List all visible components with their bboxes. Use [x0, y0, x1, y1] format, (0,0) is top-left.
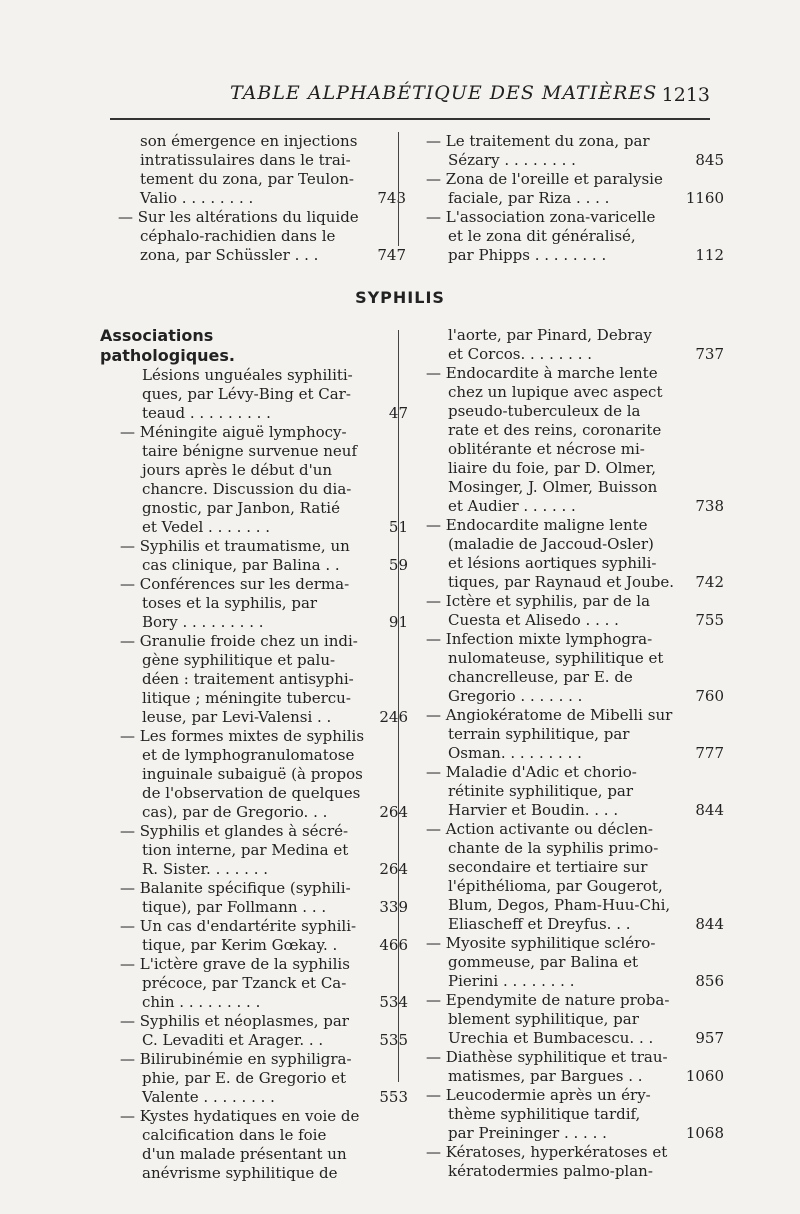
page-reference: 1160: [685, 189, 724, 207]
index-entry: [426, 1048, 724, 1086]
entry-line: Cuesta et Alisedo . . . . 755: [448, 611, 724, 629]
index-entry: [120, 575, 408, 632]
entry-line: zona, par Schüssler . . . 747: [140, 246, 406, 264]
entry-line: pseudo-tuberculeux de la: [448, 402, 641, 420]
entry-line: chez un lupique avec aspect: [448, 383, 663, 401]
entry-line: — Balanite spécifique (syphili-: [120, 879, 351, 897]
page-reference: 957: [695, 1029, 724, 1047]
entry-line: Valio . . . . . . . . 743: [140, 189, 406, 207]
page-reference: 91: [388, 613, 408, 631]
entry-line: chante de la syphilis primo-: [448, 839, 659, 857]
entry-line: nulomateuse, syphilitique et: [448, 649, 664, 667]
entry-line: phie, par E. de Gregorio et: [142, 1069, 347, 1087]
index-entry: [118, 208, 406, 265]
index-entry: [426, 364, 724, 516]
entry-line: — Myosite syphilitique scléro-: [426, 934, 656, 952]
page-reference: 246: [379, 708, 408, 726]
index-entry: [426, 170, 724, 208]
entry-line: Osman. . . . . . . . . 777: [448, 744, 724, 762]
index-entry: [426, 1143, 668, 1181]
entry-line: rate et des reins, coronarite: [448, 421, 662, 439]
entry-line: blement syphilitique, par: [448, 1010, 639, 1028]
index-entry: [120, 955, 408, 1012]
entry-line: — Sur les altérations du liquide: [118, 208, 359, 226]
entry-line: — Kystes hydatiques en voie de: [120, 1107, 360, 1125]
page-reference: 844: [695, 915, 724, 933]
entry-line: Eliascheff et Dreyfus. . . 844: [448, 915, 724, 933]
index-entry: [426, 326, 724, 364]
entry-line: chancre. Discussion du dia-: [142, 480, 352, 498]
entry-line: teaud . . . . . . . . . 47: [142, 404, 408, 422]
entry-line: — Bilirubinémie en syphiligra-: [120, 1050, 352, 1068]
page-reference: 777: [695, 744, 724, 762]
page-reference: 466: [379, 936, 408, 954]
entry-line: Lésions unguéales syphiliti-: [142, 366, 353, 384]
entry-line: Sézary . . . . . . . . 845: [448, 151, 724, 169]
entry-line: et de lymphogranulomatose: [142, 746, 355, 764]
entry-line: — Zona de l'oreille et paralysie: [426, 170, 663, 188]
page-reference: 264: [379, 860, 408, 878]
entry-line: Pierini . . . . . . . . 856: [448, 972, 724, 990]
subheading: Associations pathologiques.: [100, 326, 235, 365]
entry-line: par Preininger . . . . . 1068: [448, 1124, 724, 1142]
index-entry: [120, 423, 408, 537]
entry-line: gommeuse, par Balina et: [448, 953, 639, 971]
entry-line: secondaire et tertiaire sur: [448, 858, 648, 876]
entry-line: — Action activante ou déclen-: [426, 820, 653, 838]
entry-line: — Granulie froide chez un indi-: [120, 632, 358, 650]
entry-line: — L'ictère grave de la syphilis: [120, 955, 350, 973]
entry-line: tement du zona, par Teulon-: [140, 170, 354, 188]
index-entry: [426, 516, 724, 592]
entry-line: céphalo-rachidien dans le: [140, 227, 336, 245]
entry-line: cas), par de Gregorio. . . 264: [142, 803, 408, 821]
entry-line: leuse, par Levi-Valensi . . 246: [142, 708, 408, 726]
page-reference: 51: [388, 518, 408, 536]
entry-line: — Maladie d'Adic et chorio-: [426, 763, 637, 781]
entry-line: jours après le début d'un: [142, 461, 333, 479]
entry-line: — Kératoses, hyperkératoses et: [426, 1143, 668, 1161]
index-entry: [120, 1050, 408, 1107]
page-reference: 264: [379, 803, 408, 821]
page-reference: 743: [377, 189, 406, 207]
section-title: SYPHILIS: [355, 288, 445, 307]
entry-line: par Phipps . . . . . . . . 112: [448, 246, 724, 264]
page-reference: 1060: [685, 1067, 724, 1085]
entry-line: déen : traitement antisyphi-: [142, 670, 354, 688]
entry-line: et Vedel . . . . . . . 51: [142, 518, 408, 536]
index-entry: [426, 1086, 724, 1143]
page-reference: 845: [695, 151, 724, 169]
entry-line: — Ependymite de nature proba-: [426, 991, 670, 1009]
entry-line: — L'association zona-varicelle: [426, 208, 656, 226]
entry-line: tique, par Kerim Gœkay. . 466: [142, 936, 408, 954]
index-entry: [426, 592, 724, 630]
entry-line: son émergence en injections: [140, 132, 358, 150]
entry-line: ques, par Lévy-Bing et Car-: [142, 385, 351, 403]
index-entry: [120, 537, 408, 575]
entry-line: C. Levaditi et Arager. . . 535: [142, 1031, 408, 1049]
entry-line: — Infection mixte lymphogra-: [426, 630, 653, 648]
page-reference: 534: [379, 993, 408, 1011]
entry-line: tiques, par Raynaud et Joube. 742: [448, 573, 724, 591]
index-entry: [426, 934, 724, 991]
entry-line: Urechia et Bumbacescu. . . 957: [448, 1029, 724, 1047]
entry-line: et Audier . . . . . . 738: [448, 497, 724, 515]
page-reference: 856: [695, 972, 724, 990]
index-entry: [120, 917, 408, 955]
entry-line: — Angiokératome de Mibelli sur: [426, 706, 673, 724]
index-entry: [120, 1012, 408, 1050]
entry-line: — Leucodermie après un éry-: [426, 1086, 651, 1104]
entry-line: cas clinique, par Balina . . 59: [142, 556, 408, 574]
entry-line: et Corcos. . . . . . . . 737: [448, 345, 724, 363]
entry-line: — Les formes mixtes de syphilis: [120, 727, 365, 745]
page-reference: 760: [695, 687, 724, 705]
page-number: 1213: [661, 84, 710, 106]
entry-line: — Diathèse syphilitique et trau-: [426, 1048, 668, 1066]
page-header: [110, 82, 710, 118]
entry-line: litique ; méningite tubercu-: [142, 689, 351, 707]
page-reference: 737: [695, 345, 724, 363]
entry-line: Valente . . . . . . . . 553: [142, 1088, 408, 1106]
left-column: [100, 326, 408, 1183]
header-rule: [110, 118, 710, 120]
entry-line: — Méningite aiguë lymphocy-: [120, 423, 347, 441]
entry-line: R. Sister. . . . . . . 264: [142, 860, 408, 878]
index-entry: [426, 706, 724, 763]
entry-line: — Conférences sur les derma-: [120, 575, 350, 593]
page-reference: 742: [695, 573, 724, 591]
index-entry: [120, 366, 408, 423]
entry-line: matismes, par Bargues . . 1060: [448, 1067, 724, 1085]
page-reference: 1068: [685, 1124, 724, 1142]
entry-line: précoce, par Tzanck et Ca-: [142, 974, 347, 992]
entry-line: oblitérante et nécrose mi-: [448, 440, 645, 458]
entry-line: gène syphilitique et palu-: [142, 651, 336, 669]
top-column-divider: [398, 132, 399, 246]
page-reference: 738: [695, 497, 724, 515]
page-reference: 844: [695, 801, 724, 819]
entry-line: chin . . . . . . . . . 534: [142, 993, 408, 1011]
entry-line: rétinite syphilitique, par: [448, 782, 634, 800]
entry-line: taire bénigne survenue neuf: [142, 442, 358, 460]
main-column-divider: [398, 330, 399, 1082]
index-entry: [118, 132, 406, 208]
entry-line: de l'observation de quelques: [142, 784, 361, 802]
index-entry: [120, 632, 408, 727]
entry-line: Gregorio . . . . . . . 760: [448, 687, 724, 705]
page-reference: 755: [695, 611, 724, 629]
entry-line: Harvier et Boudin. . . . 844: [448, 801, 724, 819]
entry-line: tion interne, par Medina et: [142, 841, 349, 859]
entry-line: intratissulaires dans le trai-: [140, 151, 351, 169]
index-entry: [426, 763, 724, 820]
page-reference: 553: [379, 1088, 408, 1106]
entry-line: — Syphilis et glandes à sécré-: [120, 822, 349, 840]
index-entry: [426, 132, 724, 170]
entry-line: — Endocardite maligne lente: [426, 516, 648, 534]
page-reference: 339: [379, 898, 408, 916]
page-reference: 59: [388, 556, 408, 574]
page-reference: 112: [695, 246, 724, 264]
index-entry: [120, 879, 408, 917]
entry-line: kératodermies palmo-plan-: [448, 1162, 653, 1180]
entry-line: — Syphilis et néoplasmes, par: [120, 1012, 349, 1030]
index-entry: [426, 208, 724, 265]
page-reference: 535: [379, 1031, 408, 1049]
entry-line: thème syphilitique tardif,: [448, 1105, 641, 1123]
entry-line: — Un cas d'endartérite syphili-: [120, 917, 357, 935]
index-entry: [426, 820, 724, 934]
entry-line: et lésions aortiques syphili-: [448, 554, 657, 572]
index-entry: [120, 822, 408, 879]
entry-line: liaire du foie, par D. Olmer,: [448, 459, 656, 477]
page-reference: 747: [377, 246, 406, 264]
page-reference: 47: [388, 404, 408, 422]
entry-line: Mosinger, J. Olmer, Buisson: [448, 478, 658, 496]
entry-line: anévrisme syphilitique de: [142, 1164, 338, 1182]
index-entry: [426, 991, 724, 1048]
entry-line: l'aorte, par Pinard, Debray: [448, 326, 652, 344]
entry-line: et le zona dit généralisé,: [448, 227, 636, 245]
entry-line: chancrelleuse, par E. de: [448, 668, 633, 686]
entry-line: l'épithélioma, par Gougerot,: [448, 877, 663, 895]
entry-line: — Endocardite à marche lente: [426, 364, 658, 382]
entry-line: tique), par Follmann . . . 339: [142, 898, 408, 916]
entry-line: (maladie de Jaccoud-Osler): [448, 535, 654, 553]
entry-line: Bory . . . . . . . . . 91: [142, 613, 408, 631]
entry-line: gnostic, par Janbon, Ratié: [142, 499, 340, 517]
entry-line: toses et la syphilis, par: [142, 594, 318, 612]
top-left-column: [118, 132, 406, 265]
entry-line: — Le traitement du zona, par: [426, 132, 650, 150]
entry-line: — Ictère et syphilis, par de la: [426, 592, 651, 610]
index-entry: [426, 630, 724, 706]
index-entry: [120, 727, 408, 822]
running-title: TABLE ALPHABÉTIQUE DES MATIÈRES: [230, 82, 658, 104]
entry-line: terrain syphilitique, par: [448, 725, 630, 743]
entry-line: Blum, Degos, Pham-Huu-Chi,: [448, 896, 671, 914]
right-column: [426, 326, 724, 1181]
entry-line: d'un malade présentant un: [142, 1145, 347, 1163]
entry-line: faciale, par Riza . . . . 1160: [448, 189, 724, 207]
entry-line: calcification dans le foie: [142, 1126, 327, 1144]
top-right-column: [426, 132, 724, 265]
index-entry: [120, 1107, 360, 1183]
entry-line: — Syphilis et traumatisme, un: [120, 537, 350, 555]
entry-line: inguinale subaiguë (à propos: [142, 765, 363, 783]
